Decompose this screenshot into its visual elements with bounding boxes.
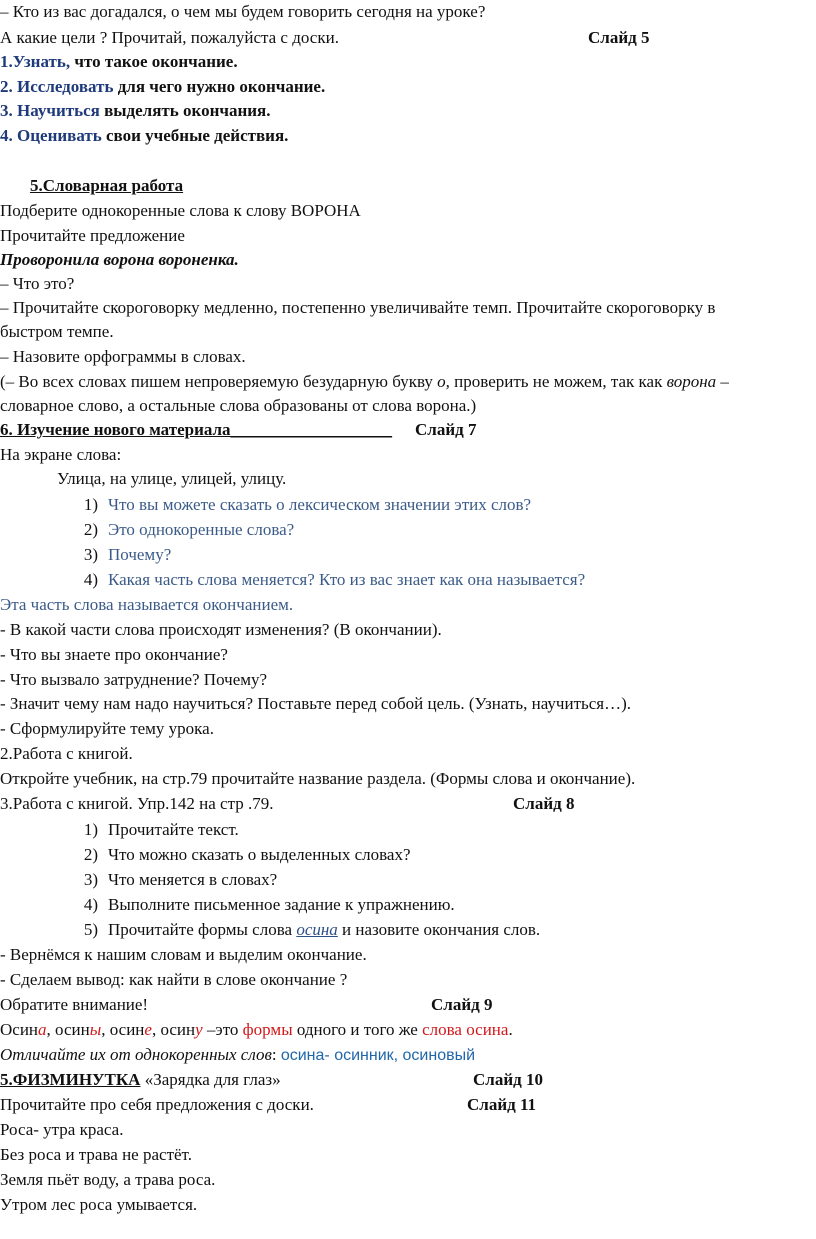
list-text: и назовите окончания слов.	[337, 920, 541, 939]
study-line: На экране слова:	[0, 445, 122, 464]
text: проверить не можем, так как	[449, 372, 667, 391]
poem-line: Роса- утра краса.	[0, 1120, 124, 1139]
goal-text: для чего нужно окончание.	[113, 77, 326, 96]
goal-number: 1.	[0, 52, 13, 71]
vocab-explanation	[0, 372, 729, 392]
highlighted-word: формы	[242, 1020, 293, 1039]
goal-item	[0, 126, 288, 146]
slide-11-label: Слайд 11	[467, 1095, 537, 1114]
dialog-line: - В какой части слова происходят изменения? (В окончании).	[0, 620, 442, 639]
tongue-twister: Проворонила ворона вороненка.	[0, 250, 239, 269]
dialog-line: - Значит чему нам надо научиться? Поставьте перед собой цель. (Узнать, научиться…).	[0, 694, 632, 713]
list-text: Что можно сказать о выделенных словах?	[108, 845, 411, 864]
goal-number: 4.	[0, 126, 17, 145]
poem-line: Утром лес роса умывается.	[0, 1195, 198, 1214]
goal-verb: Узнать,	[12, 52, 71, 71]
list-item	[64, 495, 531, 515]
fiz-line	[0, 1070, 281, 1090]
list-item	[64, 870, 277, 890]
cognates: осина- осинник, осиновый	[280, 1047, 476, 1064]
vocab-line: быстром темпе.	[0, 322, 114, 341]
dialog-line: - Что вызвало затруднение? Почему?	[0, 670, 268, 689]
text: :	[271, 1045, 281, 1064]
slide-7-label: Слайд 7	[415, 420, 477, 439]
list-text: Какая часть слова меняется? Кто из вас знает как она называется?	[108, 570, 586, 589]
goal-text: свои учебные действия.	[101, 126, 289, 145]
vocab-line: Прочитайте предложение	[0, 226, 185, 245]
list-item	[64, 895, 455, 915]
book-line: Откройте учебник, на стр.79 прочитайте название раздела. (Формы слова и окончание).	[0, 769, 636, 788]
dialog-line: - Сформулируйте тему урока.	[0, 719, 214, 738]
stem: , осин	[151, 1020, 196, 1039]
stem: Осин	[0, 1020, 39, 1039]
word-forms-line	[0, 1020, 513, 1040]
list-number: 3)	[83, 870, 98, 889]
stem: , осин	[101, 1020, 145, 1039]
goal-text: выделять окончания.	[99, 101, 271, 120]
text: (– Во всех словах пишем непроверяемую безударную букву	[0, 372, 438, 391]
dialog-line: - Что вы знаете про окончание?	[0, 645, 228, 664]
poem-line: Земля пьёт воду, а трава роса.	[0, 1170, 216, 1189]
list-number: 1)	[83, 820, 98, 839]
goal-item	[0, 101, 271, 121]
poem-line: Без роса и трава не растёт.	[0, 1145, 192, 1164]
text: –это	[202, 1020, 243, 1039]
goal-verb: Исследовать	[17, 77, 114, 96]
list-item	[64, 520, 294, 540]
book-heading: 3.Работа с книгой. Упр.142 на стр .79.	[0, 794, 274, 813]
text: одного и того же	[292, 1020, 423, 1039]
goal-item	[0, 77, 325, 97]
text-italic: Отличайте их от однокоренных слов	[0, 1045, 272, 1064]
goal-number: 2.	[0, 77, 17, 96]
list-item	[64, 845, 411, 865]
slide-10-label: Слайд 10	[473, 1070, 543, 1089]
fiz-text: «Зарядка для глаз»	[140, 1070, 281, 1089]
text-italic: о,	[437, 372, 450, 391]
list-text: Что меняется в словах?	[108, 870, 278, 889]
poem-intro: Прочитайте про себя предложения с доски.	[0, 1095, 314, 1114]
list-item	[64, 570, 585, 590]
goals-prompt: А какие цели ? Прочитай, пожалуйста с доски.	[0, 28, 339, 47]
list-item	[64, 545, 171, 565]
text: .	[508, 1020, 513, 1039]
ending: е	[144, 1020, 152, 1039]
goal-verb: Научиться	[17, 101, 100, 120]
vocab-line: – Что это?	[0, 274, 75, 293]
vocab-line: Подберите однокоренные слова к слову ВОРОНА	[0, 201, 361, 220]
stem: , осин	[46, 1020, 90, 1039]
goal-text: что такое окончание.	[70, 52, 238, 71]
text-italic: ворона	[666, 372, 717, 391]
study-words: Улица, на улице, улицей, улицу.	[57, 469, 287, 488]
highlighted-word: осина	[296, 920, 338, 939]
list-number: 4)	[83, 570, 98, 589]
goal-number: 3.	[0, 101, 17, 120]
text: –	[716, 372, 729, 391]
vocab-heading: 5.Словарная работа	[30, 176, 184, 195]
list-number: 5)	[83, 920, 98, 939]
list-number: 1)	[83, 495, 98, 514]
fiz-heading: 5.ФИЗМИНУТКА	[0, 1070, 141, 1089]
study-heading: 6. Изучение нового материала___________________	[0, 420, 393, 439]
list-text: Почему?	[108, 545, 172, 564]
list-item	[64, 820, 239, 840]
ending: у	[195, 1020, 203, 1039]
goal-verb: Оценивать	[17, 126, 102, 145]
slide-8-label: Слайд 8	[513, 794, 575, 813]
list-text: Выполните письменное задание к упражнению.	[108, 895, 455, 914]
intro-question: – Кто из вас догадался, о чем мы будем говорить сегодня на уроке?	[0, 2, 486, 21]
answer-line: Эта часть слова называется окончанием.	[0, 595, 294, 614]
list-number: 4)	[83, 895, 98, 914]
vocab-line: словарное слово, а остальные слова образованы от слова ворона.)	[0, 396, 477, 415]
list-text: Это однокоренные слова?	[108, 520, 295, 539]
slide-5-label: Слайд 5	[588, 28, 650, 47]
list-number: 2)	[83, 520, 98, 539]
conclusion-line: - Вернёмся к нашим словам и выделим окончание.	[0, 945, 367, 964]
ending: а	[38, 1020, 47, 1039]
vocab-line: – Назовите орфограммы в словах.	[0, 347, 246, 366]
list-number: 2)	[83, 845, 98, 864]
book-heading: 2.Работа с книгой.	[0, 744, 133, 763]
list-text: Прочитайте текст.	[108, 820, 239, 839]
highlighted-word: слова осина	[422, 1020, 509, 1039]
list-item	[64, 920, 540, 940]
vocab-line: – Прочитайте скороговорку медленно, постепенно увеличивайте темп. Прочитайте скороговорку в	[0, 298, 716, 317]
attention-line: Обратите внимание!	[0, 995, 149, 1014]
ending: ы	[89, 1020, 102, 1039]
list-number: 3)	[83, 545, 98, 564]
conclusion-line: - Сделаем вывод: как найти в слове окончание ?	[0, 970, 348, 989]
distinguish-line	[0, 1045, 475, 1066]
goal-item	[0, 52, 238, 72]
list-text: Прочитайте формы слова	[108, 920, 297, 939]
slide-9-label: Слайд 9	[431, 995, 493, 1014]
list-text: Что вы можете сказать о лексическом значении этих слов?	[108, 495, 532, 514]
